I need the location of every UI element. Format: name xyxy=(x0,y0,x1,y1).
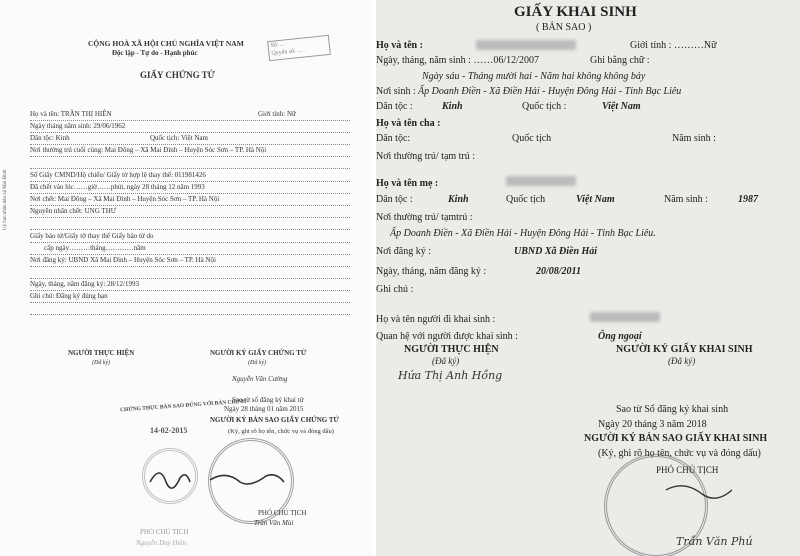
stamp-title: PHÓ CHỦ TỊCH xyxy=(656,465,719,475)
deceased-residence: Nơi thường trú cuối cùng: Mai Đông – Xã Mai Đình – Huyện Sóc Sơn – TP. Hà Nội xyxy=(30,146,267,154)
birth-certificate xyxy=(376,0,800,556)
relation: Ông ngoại xyxy=(598,331,642,342)
certificate-title: GIẤY CHỨNG TỬ xyxy=(140,70,215,80)
deceased-dob: Ngày tháng năm sinh: 29/06/1962 xyxy=(30,122,126,130)
performer-signed: (Đã ký) xyxy=(92,360,111,366)
stamp-title: PHÓ CHỦ TỊCH xyxy=(258,509,307,517)
birthplace: Ấp Doanh Điền - Xã Điền Hải - Huyện Đông Hải - Tỉnh Bạc Liêu xyxy=(418,86,682,97)
deceased-name: Họ và tên: TRẦN THỊ HIÊN xyxy=(30,110,112,118)
registration-place: UBND Xã Điền Hải xyxy=(514,246,598,257)
child-sex: Giới tính : ………Nữ xyxy=(630,40,717,51)
dob-words-label: Ghi bằng chữ : xyxy=(590,55,650,66)
mother-label: Họ và tên mẹ : xyxy=(376,178,439,189)
mother-nationality-label: Quốc tịch xyxy=(506,194,546,205)
handwritten-signatures xyxy=(376,0,800,556)
mother-nationality: Việt Nam xyxy=(576,194,615,205)
signer-heading: NGƯỜI KÝ GIẤY KHAI SINH xyxy=(616,344,753,355)
deceased-ethnic: Dân tộc: Kinh xyxy=(30,134,70,142)
stamp-name: Trần Văn Mùi xyxy=(254,519,294,527)
ethnic: Kinh xyxy=(442,101,463,112)
registration-date: 20/08/2011 xyxy=(536,266,582,277)
registration-date: Ngày, tháng, năm đăng ký: 28/12/1993 xyxy=(30,280,140,288)
copy-signer-note: (Ký, ghi rõ họ tên, chức vụ và đóng dấu) xyxy=(228,428,334,435)
death-report-doc: Giấy báo tử/Giấy tờ thay thế Giấy báo tử do xyxy=(30,232,154,240)
dob-words: Ngày sáu - Tháng mười hai - Năm hai không không bảy xyxy=(422,71,646,82)
copy-signer-heading: NGƯỜI KÝ BẢN SAO GIẤY KHAI SINH xyxy=(584,433,768,444)
bottom-name: Nguyễn Duy Hiền xyxy=(136,539,187,547)
declarant-label: Họ và tên người đi khai sinh : xyxy=(376,314,496,325)
father-residence: Nơi thường trú/ tạm trú : xyxy=(376,151,476,162)
report-issued: cấp ngày………tháng…………năm xyxy=(44,244,146,252)
father-nationality: Quốc tịch xyxy=(512,133,552,144)
id-number: Số Giấy CMND/Hộ chiếu/ Giấy tờ hợp lệ thay thế: 011981426 xyxy=(30,171,206,179)
signer-name: Nguyễn Văn Cường xyxy=(232,375,288,383)
copy-from: Sao từ Sổ đăng ký khai sinh xyxy=(616,404,729,415)
ethnic-label: Dân tộc : xyxy=(376,101,413,112)
stamp-date: 14-02-2015 xyxy=(150,426,188,435)
nationality-label: Quốc tịch : xyxy=(522,101,567,112)
republic-header: CỘNG HOÀ XÃ HỘI CHỦ NGHĨA VIỆT NAM xyxy=(88,39,244,48)
copy-date: Ngày 20 tháng 3 năm 2018 xyxy=(598,419,707,430)
stamp-name: Trần Văn Phú xyxy=(676,535,753,548)
father-year: Năm sinh : xyxy=(672,133,716,144)
bottom-title: PHÓ CHỦ TỊCH xyxy=(140,528,189,536)
death-time: Đã chết vào lúc……giờ……phút, ngày 28 tháng 12 năm 1993 xyxy=(30,183,205,191)
registration-place: Nơi đăng ký: UBND Xã Mai Đình – Huyện Sóc Sơn – TP. Hà Nội xyxy=(30,256,216,264)
deceased-nationality: Quốc tịch: Việt Nam xyxy=(150,134,208,142)
motto: Độc lập - Tự do - Hạnh phúc xyxy=(112,49,198,57)
deceased-sex: Giới tính: Nữ xyxy=(258,110,296,118)
note-label: Ghi chú : xyxy=(376,284,414,295)
child-name-label: Họ và tên : xyxy=(376,40,423,51)
father-ethnic: Dân tộc: xyxy=(376,133,411,144)
copy-from: Sao từ sổ đăng ký khai tử xyxy=(232,396,304,404)
death-certificate xyxy=(0,0,373,556)
copy-signer-heading: NGƯỜI KÝ BẢN SAO GIẤY CHỨNG TỬ xyxy=(210,416,340,424)
mother-year-label: Năm sinh : xyxy=(664,194,708,205)
death-place: Nơi chết: Mai Đông – Xã Mai Đình – Huyện Sóc Sơn – TP. Hà Nội xyxy=(30,195,220,203)
side-note: Uỷ ban nhân dân xã Mai Đình xyxy=(3,169,8,230)
father-label: Họ và tên cha : xyxy=(376,118,441,129)
nationality: Việt Nam xyxy=(602,101,641,112)
certified-stamp: CHỨNG THỰC BẢN SAO ĐÚNG VỚI BẢN CHÍNH xyxy=(119,398,247,414)
performer-signed: (Đã ký) xyxy=(432,356,460,366)
mother-year: 1987 xyxy=(738,194,758,205)
birthplace-label: Nơi sinh : xyxy=(376,86,416,97)
copy-signer-note: (Ký, ghi rõ họ tên, chức vụ và đóng dấu) xyxy=(598,448,761,459)
certificate-subtitle: ( BẢN SAO ) xyxy=(536,22,592,33)
relation-label: Quan hệ với người được khai sinh : xyxy=(376,331,518,342)
mother-residence-label: Nơi thường trú/ tạmtrú : xyxy=(376,212,473,223)
mother-ethnic: Kinh xyxy=(448,194,469,205)
registration-date-label: Ngày, tháng, năm đăng ký : xyxy=(376,266,487,277)
mother-ethnic-label: Dân tộc : xyxy=(376,194,413,205)
copy-date: Ngày 28 tháng 01 năm 2015 xyxy=(224,405,304,413)
performer-heading: NGƯỜI THỰC HIỆN xyxy=(68,349,135,357)
death-cause: Nguyên nhân chết: UNG THƯ xyxy=(30,207,117,215)
copy-stamp-box: Số: ... Quyển số: ... xyxy=(267,35,331,61)
mother-residence: Ấp Doanh Điền - Xã Điền Hải - Huyện Đông Hải - Tỉnh Bạc Liêu. xyxy=(390,228,656,239)
note: Ghi chú: Đăng ký đúng hạn xyxy=(30,292,108,300)
performer-heading: NGƯỜI THỰC HIỆN xyxy=(404,344,499,355)
child-dob: Ngày, tháng, năm sinh : ……06/12/2007 xyxy=(376,55,539,66)
handwritten-signatures xyxy=(0,0,372,556)
registration-place-label: Nơi đăng ký : xyxy=(376,246,432,257)
signer-heading: NGƯỜI KÝ GIẤY CHỨNG TỬ xyxy=(210,349,307,357)
certificate-title: GIẤY KHAI SINH xyxy=(514,4,637,20)
signer-signed: (Đã ký) xyxy=(248,360,267,366)
signer-signed: (Đã ký) xyxy=(668,356,696,366)
performer-name: Hứa Thị Anh Hồng xyxy=(398,369,503,382)
